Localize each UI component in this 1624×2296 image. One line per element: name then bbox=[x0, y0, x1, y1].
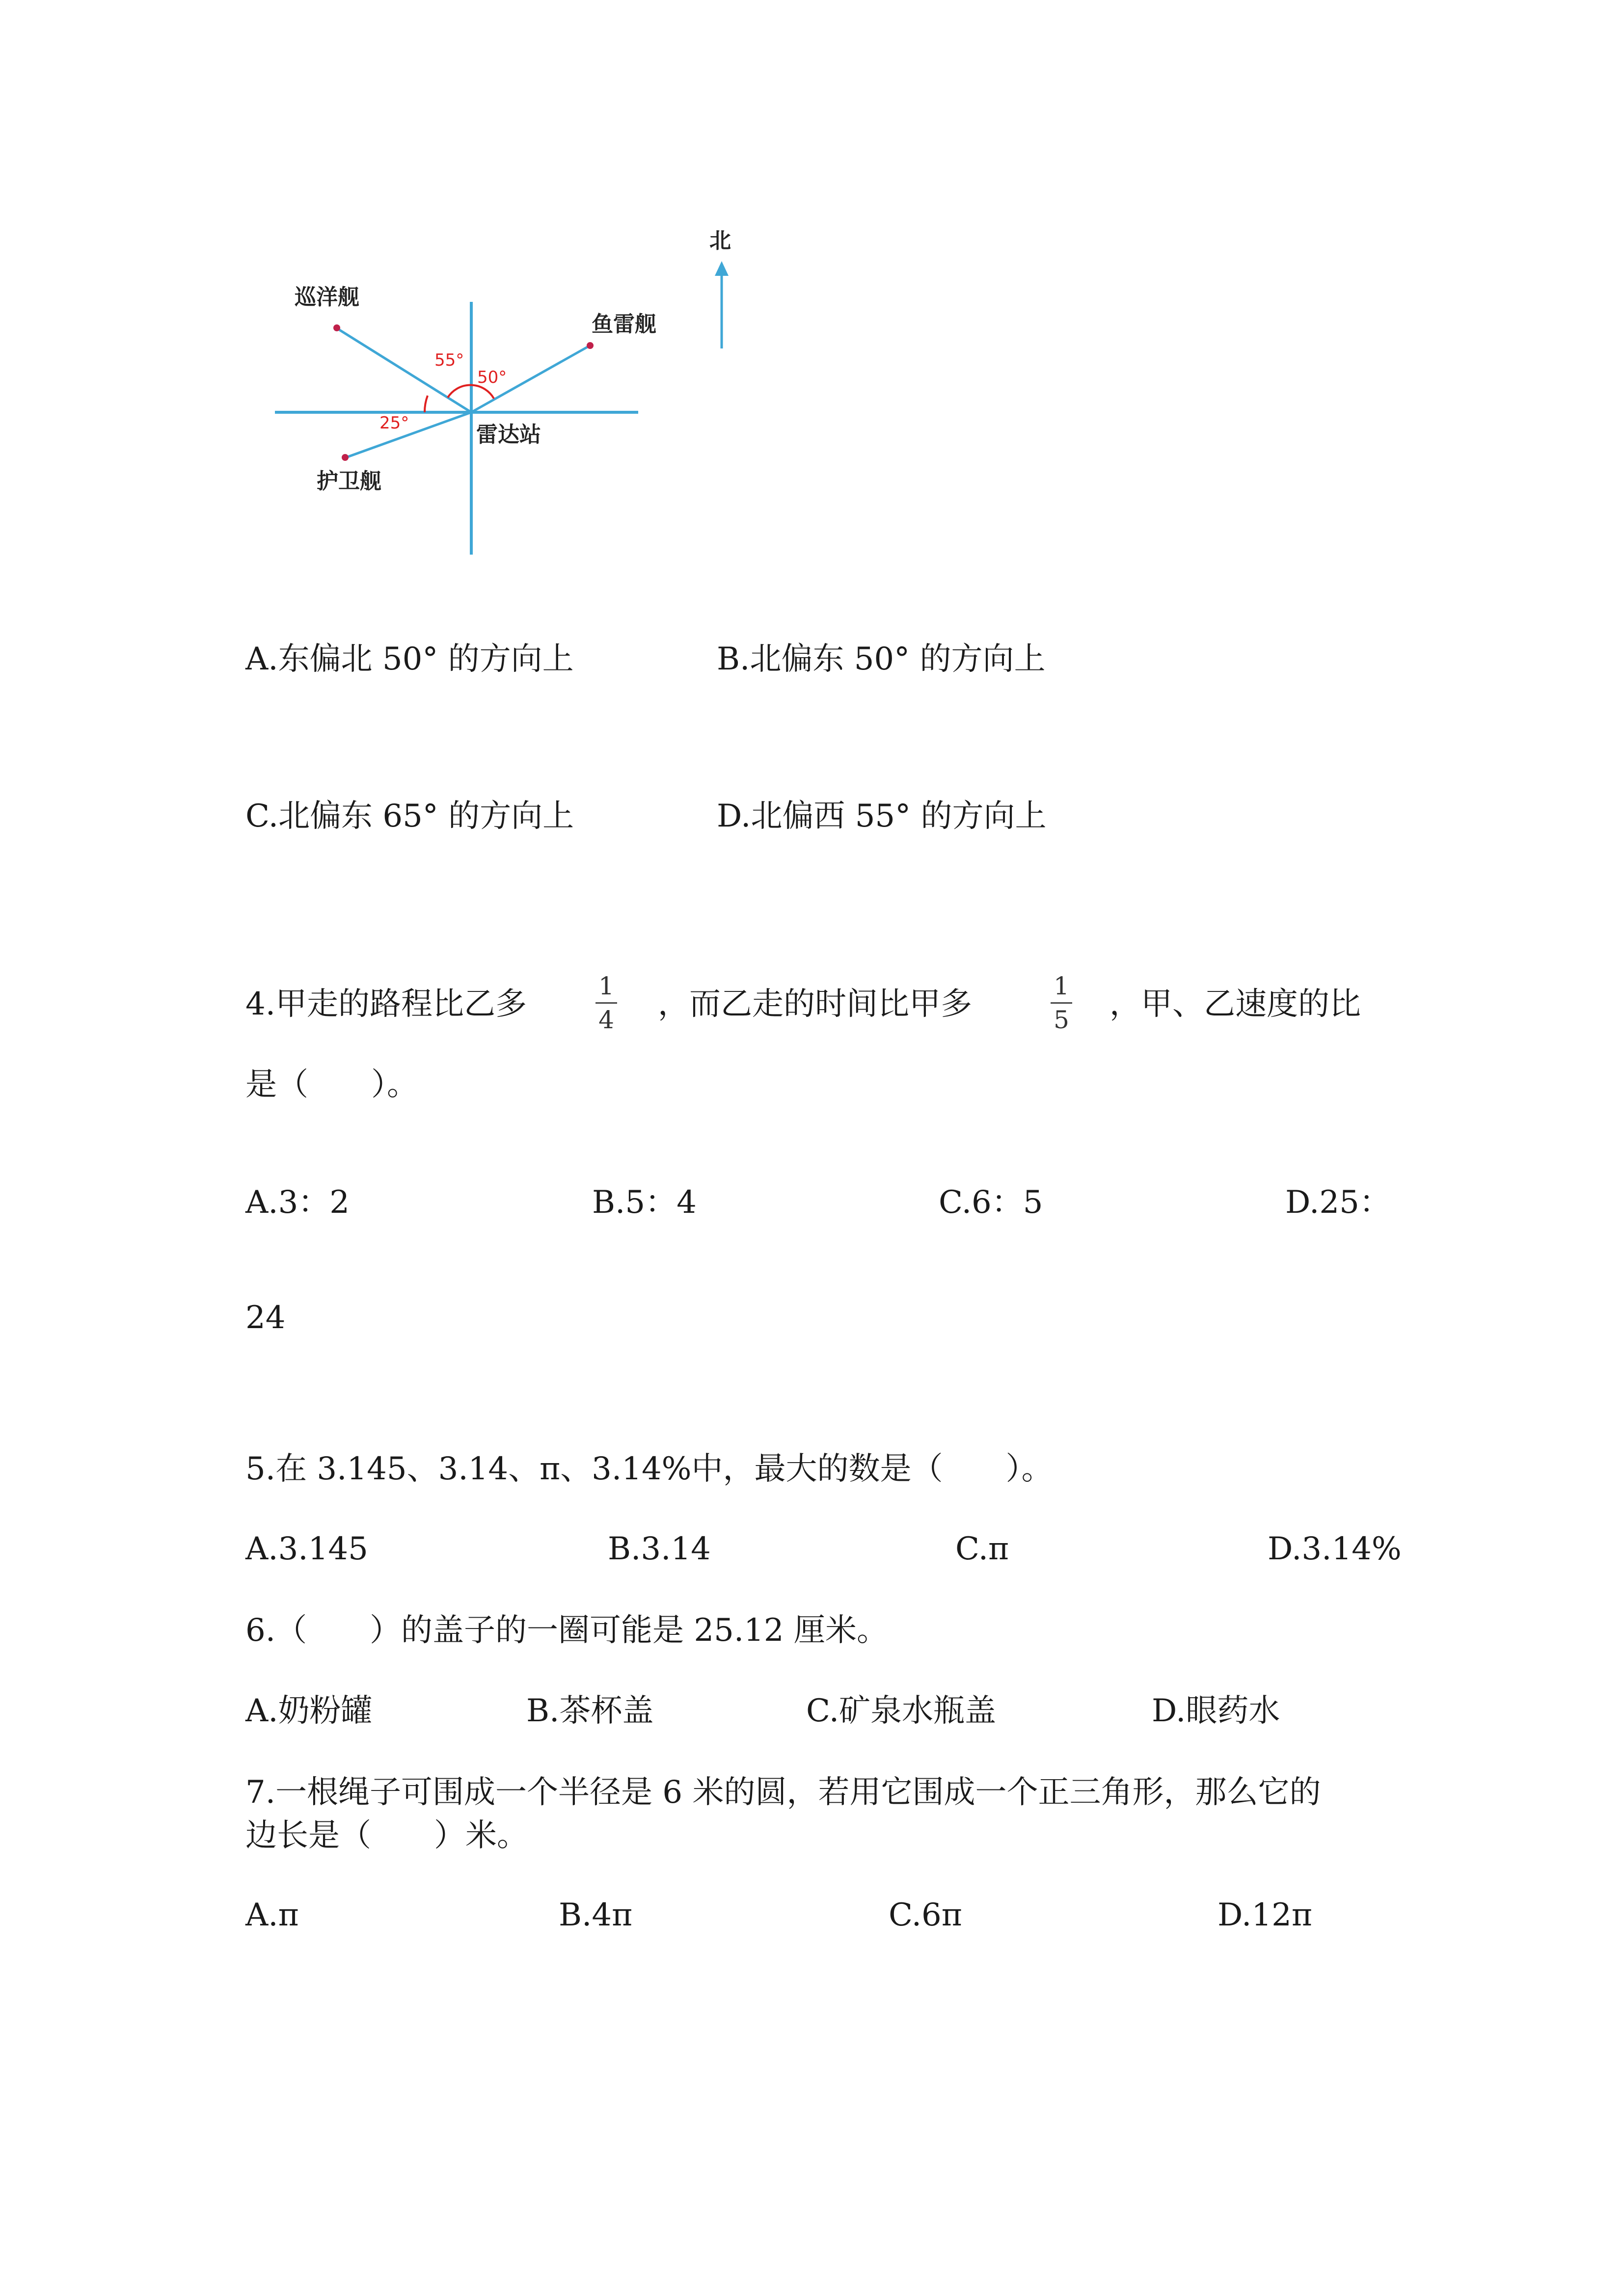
q4-stem-part3: ，甲、乙速度的比 bbox=[1110, 986, 1361, 1022]
q6-option-c[interactable]: C.矿泉水瓶盖 bbox=[806, 1693, 997, 1729]
q5-option-a[interactable]: A.3.145 bbox=[245, 1531, 368, 1567]
q4-option-c[interactable]: C.6：5 bbox=[939, 1184, 1043, 1221]
q6-option-d[interactable]: D.眼药水 bbox=[1152, 1693, 1280, 1729]
label-torpedo: 鱼雷舰 bbox=[592, 312, 656, 337]
q4-fraction-2-denominator: 5 bbox=[1054, 1006, 1069, 1034]
angle-label-55: 55° bbox=[434, 350, 464, 370]
q7-stem-line2: 边长是（ ）米。 bbox=[245, 1817, 528, 1854]
q5-stem: 5.在 3.145、3.14、π、3.14%中，最大的数是（ ）。 bbox=[245, 1451, 1053, 1487]
angle-label-25: 25° bbox=[379, 413, 409, 433]
q4-stem-part1: 4.甲走的路程比乙多 bbox=[245, 986, 527, 1022]
q7-option-a[interactable]: A.π bbox=[245, 1897, 299, 1933]
q7-option-d[interactable]: D.12π bbox=[1218, 1897, 1312, 1933]
label-cruiser: 巡洋舰 bbox=[295, 285, 359, 310]
q4-stem-line2: 是（ ）。 bbox=[245, 1067, 418, 1103]
q6-option-a[interactable]: A.奶粉罐 bbox=[245, 1693, 373, 1729]
ray-cruiser bbox=[338, 329, 471, 412]
escort-point bbox=[342, 454, 349, 461]
q4-stem-part2: ，而乙走的时间比甲多 bbox=[658, 986, 972, 1022]
q7-stem-line1: 7.一根绳子可围成一个半径是 6 米的圆，若用它围成一个正三角形，那么它的 bbox=[245, 1774, 1321, 1811]
q4-fraction-1-denominator: 4 bbox=[598, 1006, 614, 1034]
angle-label-50: 50° bbox=[477, 368, 507, 387]
q3-option-b[interactable]: B.北偏东 50° 的方向上 bbox=[717, 641, 1046, 677]
q4-fraction-2-bar bbox=[1051, 1002, 1072, 1004]
q4-option-d[interactable]: D.25： bbox=[1285, 1184, 1391, 1221]
q5-option-b[interactable]: B.3.14 bbox=[608, 1531, 711, 1567]
q4-option-a[interactable]: A.3：2 bbox=[245, 1184, 350, 1221]
label-radar: 雷达站 bbox=[476, 422, 541, 447]
q4-fraction-2-numerator: 1 bbox=[1054, 972, 1069, 1000]
q3-option-d[interactable]: D.北偏西 55° 的方向上 bbox=[717, 798, 1047, 834]
label-north: 北 bbox=[709, 228, 731, 253]
q4-fraction-2 bbox=[1047, 972, 1076, 1034]
north-arrow-head bbox=[715, 261, 729, 276]
direction-diagram bbox=[265, 216, 756, 569]
angle-arc-west bbox=[425, 396, 428, 412]
q4-option-b[interactable]: B.5：4 bbox=[592, 1184, 697, 1221]
q5-option-d[interactable]: D.3.14% bbox=[1268, 1531, 1402, 1567]
q6-option-b[interactable]: B.茶杯盖 bbox=[526, 1693, 654, 1729]
q4-fraction-1 bbox=[592, 972, 621, 1034]
q4-fraction-1-bar bbox=[595, 1002, 617, 1004]
q7-option-b[interactable]: B.4π bbox=[559, 1897, 633, 1933]
q7-option-c[interactable]: C.6π bbox=[889, 1897, 962, 1933]
q3-option-a[interactable]: A.东偏北 50° 的方向上 bbox=[245, 641, 574, 677]
q3-option-c[interactable]: C.北偏东 65° 的方向上 bbox=[245, 798, 574, 834]
torpedo-point bbox=[587, 342, 594, 349]
q4-fraction-1-numerator: 1 bbox=[598, 972, 614, 1000]
q4-option-d-continued: 24 bbox=[245, 1300, 286, 1336]
q5-option-c[interactable]: C.π bbox=[955, 1531, 1009, 1567]
label-escort: 护卫舰 bbox=[317, 469, 381, 494]
cruiser-point bbox=[333, 324, 340, 331]
q6-stem: 6.（ ）的盖子的一圈可能是 25.12 厘米。 bbox=[245, 1612, 888, 1649]
